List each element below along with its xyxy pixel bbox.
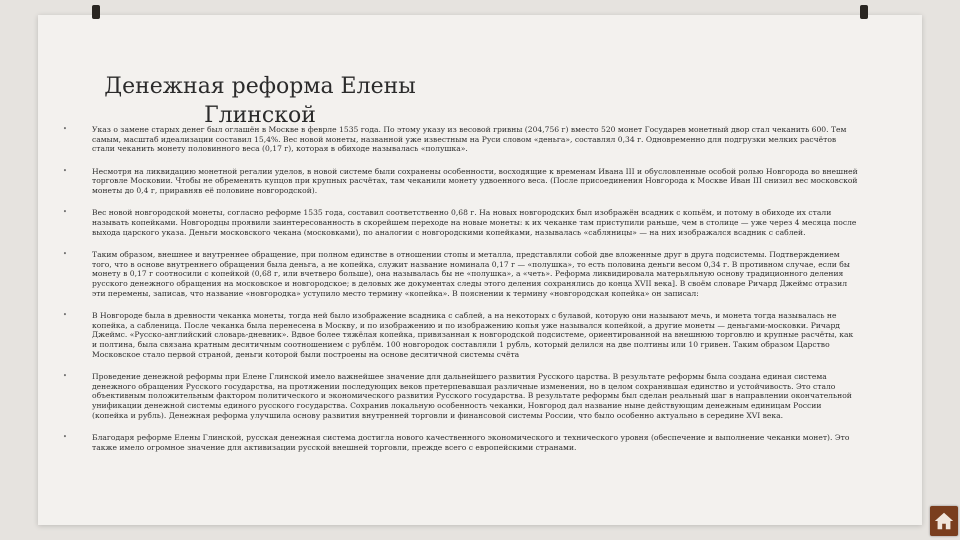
bullet-text: Вес новой новгородской монеты, согласно реформе 1535 года, составил соответственно 0,68 г. На новых новгородских был изображён всадник с копьём, и потому в обиходе их стали называть копейками. Новгородцы проявили заинтересованность в скорейшем переходе на новые монеты: к их чеканке там приступили раньше, чем в столице — уже через 4 месяца после выхода царского указа. Деньги московского чекана (московками), по аналогии с новгородскими копейками, называлась «сабляницы» — на них изображался всадник с саблей. [92,208,857,237]
slide-title-line-2: Глинской [204,102,316,128]
bullet-text: Указ о замене старых денег был оглашён в Москве в феврле 1535 года. По этому указу из весовой гривны (204,756 г) вместо 520 монет Государев монетный двор стал чеканить 600. Тем самым, масштаб идеализации составил 15,4%. Вес новой монеты, названной уже известным на Руси словом «деньга», составлял 0,34 г. Одновременно для подгрузки мелких расчётов стали чеканить монету половинного веса (0,17 г), которая в обиходе называлась «полушка». [92,125,847,154]
bullet-marker-icon: • [62,432,68,441]
bullet-marker-icon: • [62,208,68,217]
bullet-item-2 [60,167,858,196]
bullet-item-6 [60,372,858,421]
slide-title [80,72,440,130]
right-tack-icon [860,5,868,19]
bullet-text: Благодаря реформе Елены Глинской, русская денежная система достигла нового качественного экономического и технического уровня (обеспечение и выполнение чеканки монет). Это также имело огромное значение для активизации русской внешней торговли, прежде всего с европейскими странами. [92,432,850,452]
bullet-marker-icon: • [62,371,68,380]
bullet-text: Несмотря на ликвидацию монетной регалии уделов, в новой системе были сохранены особенности, восходящие к временам Ивана III и обусловленные особой ролью Новгорода во внешней торговле Московии. Чтобы не обременять купцов при крупных расчётах, там чеканили монету удвоенного веса. (После присоединения Новгорода к Москве Иван III снизил вес московской монеты до 0,4 г, приравняв её половине новгородской). [92,166,858,196]
bullet-item-1 [60,125,858,154]
bullet-text: Таким образом, внешнее и внутреннее обращение, при полном единстве в отношении стопы и металла, представляли собой две вложенные друг в друга подсистемы. Подтверждением того, что в основе внутреннего обращения была деньга, а не копейка, служит название номинала 0,17 г — «полушка», то есть половина деньги весом 0,34 г. В противном случае, если бы монету в 0,17 г соотносили с копейкой (0,68 г, или вчетверо больше), она называлась бы не «полушка», а «четь». Реформа ликвидировала матерьяльную основу традиционного деления русского денежного обращения на московское и новгородское; в деловых же документах следы этого деления сохранялись до конца XVII века]. В своём словаре Ричард Джеймс отразил эти перемены, записав, что название «новгородка» уступило место термину «копейка». В пояснении к термину «новгородская копейка» он записал: [92,249,850,298]
home-button[interactable] [930,506,958,536]
bullet-text: В Новгороде была в древности чеканка монеты, тогда ней было изображение всадника с саблей, а на некоторых с булавой, которую они называют мечь, и монета тогда называлась не копейка, а сабленица. После чеканка была перенесена в Москву, и по изображению и по изображению копья уже назывался копейкой, а другие монеты — деньгами-московки. Ричард Джеймс. «Русско-английский словарь-дневник». Вдвое более тяжёлая копейка, привязанная к новгородской подсистеме, ориентированной на внешнюю торговлю и крупные расчёты, как и полтина, была связана кратным десятичным соотношением с рублём. 100 новгородок составляли 1 рубль, который делился на две полтины или 10 гривен. Таким образом Царство Московское стало первой страной, деньги которой были построены на основе десятичной системы счёта [92,310,854,359]
left-tack-icon [92,5,100,19]
bullet-marker-icon: • [62,310,68,319]
bullet-marker-icon: • [62,166,68,175]
bullet-text: Проведение денежной реформы при Елене Глинской имело важнейшее значение для дальнейшего развития Русского царства. В результате реформы была создана единая система денежного обращения Русского государства, на протяжении последующих веков претерпевавшая различные изменения, но в целом сохранявшая единство и устойчивость. Это стало объективным положительным фактором политического и экономического развития Русского государства. В результате реформы был сделан реальный шаг в направлении окончательной унификации денежной системы единого русского государства. Сохранив локальную особенность чеканки, Новгород дал название ныне действующим денежным единицам России (копейка и рубль). Денежная реформа улучшила основу развития внутренней торговли и финансовой системы России, что было особенно актуально в середине XVI века. [92,371,852,420]
bullet-list [60,125,858,465]
bullet-marker-icon: • [62,249,68,258]
home-icon [933,510,955,532]
bullet-item-5 [60,311,858,360]
slide-title-line-1: Денежная реформа Елены [104,73,416,99]
bullet-item-3 [60,208,858,237]
bullet-item-4 [60,250,858,299]
bullet-item-7 [60,433,858,452]
bullet-marker-icon: • [62,125,68,133]
